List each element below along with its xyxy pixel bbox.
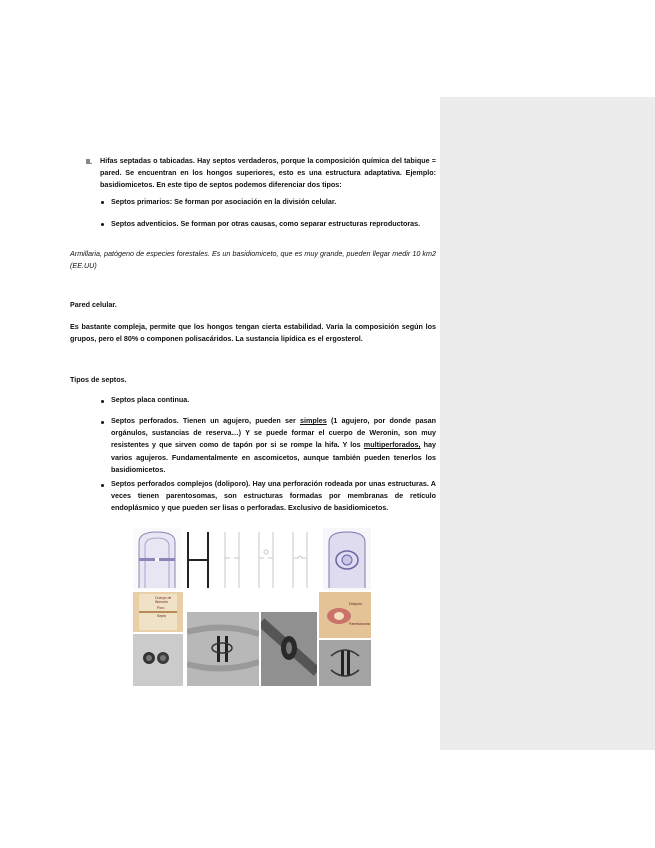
septos-adventicios-item: Septos adventicios. Se forman por otras causas, como separar estructuras reproductoras. [111, 219, 421, 228]
septum-diagram-1 [133, 528, 181, 590]
dolipore-photo [319, 592, 371, 638]
bullet-dot [101, 421, 104, 424]
septos-perforados-item: Septos perforados. Tienen un agujero, pueden ser simples (1 agujero, por donde pasan orgánulos, sustancias de reserva…) Y se puede formar el cuerpo de Weronin, son muy resistentes y que sirven como de tapón por si se rompe la hifa. Y los multiperforados, hay varios agujeros. Fundamentalmente en ascomicetos, aunque también pueden tenerlos los basidiomicetos. [111, 416, 437, 474]
bullet-dot [101, 484, 104, 487]
septos-placa-item: Septos placa continua. [111, 395, 190, 404]
multiperforados-underlined: multiperforados, [363, 440, 421, 450]
bullet-dot [101, 201, 104, 204]
dolipore-diagram [323, 528, 371, 590]
septum-schematics [215, 528, 325, 590]
micrograph-4 [319, 640, 371, 686]
pared-celular-paragraph: Es bastante compleja, permite que los hongos tengan cierta estabilidad. Varía la composición según los grupos, pero el 80% o componen polisacáridos. La sustancia lipídica es el ergosterol. [70, 322, 436, 344]
micrograph-1 [133, 634, 183, 686]
bullet-dot [101, 400, 104, 403]
woronin-photo [133, 592, 183, 632]
septum-sketch-h [183, 528, 213, 590]
comment-pane [440, 97, 655, 750]
label-parentosoma: Parentosoma [349, 622, 370, 626]
label-cuerpo-woronin: Cuerpo de Woronin [155, 596, 172, 604]
hifas-septadas-paragraph: Hifas septadas o tabicadas. Hay septos verdaderos, porque la composición química del tabique = pared. Se encuentran en los hongos superiores, esto es una estructura adaptativa. Ejemplo: basidiomicetos. En este tipo de septos podemos diferenciar dos tipos: [100, 156, 436, 190]
micrograph-2 [187, 612, 259, 686]
label-septo: Septo [157, 614, 167, 618]
armillaria-note: Armillaria, patógeno de especies forestales. Es un basidiomiceto, que es muy grande, pueden llegar medir 10 km2 (EE.UU) [70, 249, 436, 271]
septos-primarios-item: Septos primarios: Se forman por asociación en la división celular. [111, 197, 337, 206]
simples-underlined: simples [299, 416, 327, 425]
septa-figure [133, 528, 371, 686]
list-numeral: II. [86, 157, 92, 166]
tipos-septos-heading: Tipos de septos. [70, 375, 127, 384]
septos-complejos-item: Septos perforados complejos (doliporo). Hay una perforación rodeada por unas estructuras. A veces tienen parentosomas, son estructuras formadas por membranas de retículo endoplásmico y que pueden ser lisas o perforadas. Exclusivo de basidiomicetos. [111, 479, 436, 513]
micrograph-3 [261, 612, 317, 686]
label-doliporo: Dolíporo [349, 602, 363, 606]
bullet-dot [101, 223, 104, 226]
label-poro: Poro [157, 606, 165, 610]
pared-celular-heading: Pared celular. [70, 300, 117, 309]
